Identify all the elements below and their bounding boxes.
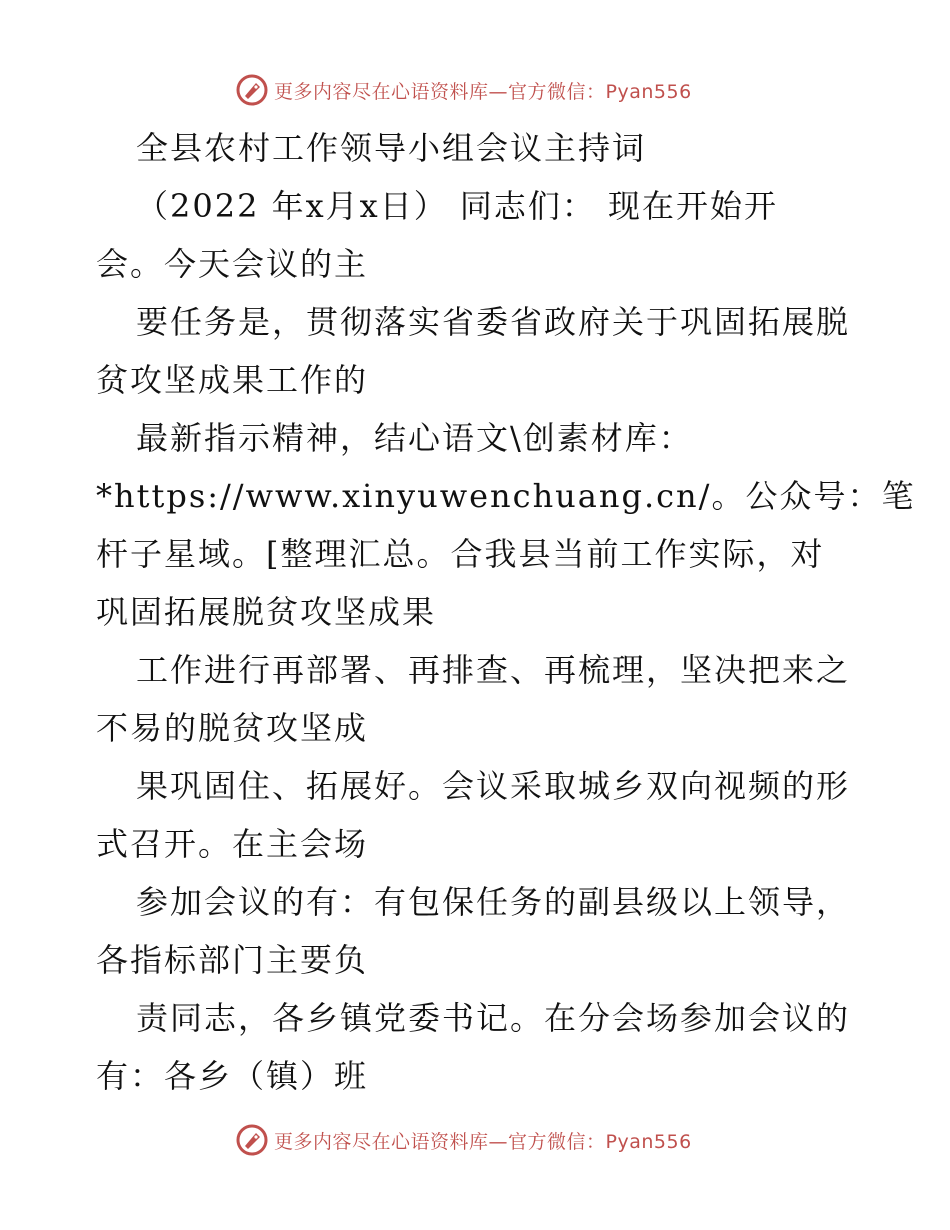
watermark-footer [236,1122,692,1158]
paragraph-line: 有：各乡（镇）班 [96,1057,369,1095]
watermark-text: 更多内容尽在心语资料库—官方微信：Pyan556 [274,1130,692,1153]
paragraph-line: 果巩固住、拓展好。会议采取城乡双向视频的形 [136,767,851,805]
paragraph-line: 参加会议的有：有包保任务的副县级以上领导， [136,883,851,921]
paragraph-line-url: *https://www.xinyuwenchuang.cn/。公众号：笔 [96,477,916,515]
paragraph-line: 巩固拓展脱贫攻坚成果 [96,593,437,631]
paragraph-line: 会。今天会议的主 [96,245,369,283]
watermark-header [236,72,692,108]
document-title: 全县农村工作领导小组会议主持词 [136,129,647,167]
paragraph-line: 各指标部门主要负 [96,941,369,979]
pen-nib-logo-icon [236,1124,268,1156]
paragraph-line: （2022 年x月x日） 同志们： 现在开始开 [136,187,779,225]
paragraph-line: 式召开。在主会场 [96,825,369,863]
paragraph-line: 要任务是，贯彻落实省委省政府关于巩固拓展脱 [136,303,851,341]
pen-nib-logo-icon [236,74,268,106]
paragraph-line: 工作进行再部署、再排查、再梳理，坚决把来之 [136,651,851,689]
watermark-text: 更多内容尽在心语资料库—官方微信：Pyan556 [274,80,692,103]
paragraph-line: 杆子星域。[整理汇总。合我县当前工作实际，对 [96,535,825,573]
paragraph-line: 贫攻坚成果工作的 [96,361,369,399]
paragraph-line: 最新指示精神，结心语文\创素材库： [136,419,693,457]
paragraph-line: 不易的脱贫攻坚成 [96,709,369,747]
paragraph-line: 责同志，各乡镇党委书记。在分会场参加会议的 [136,999,851,1037]
